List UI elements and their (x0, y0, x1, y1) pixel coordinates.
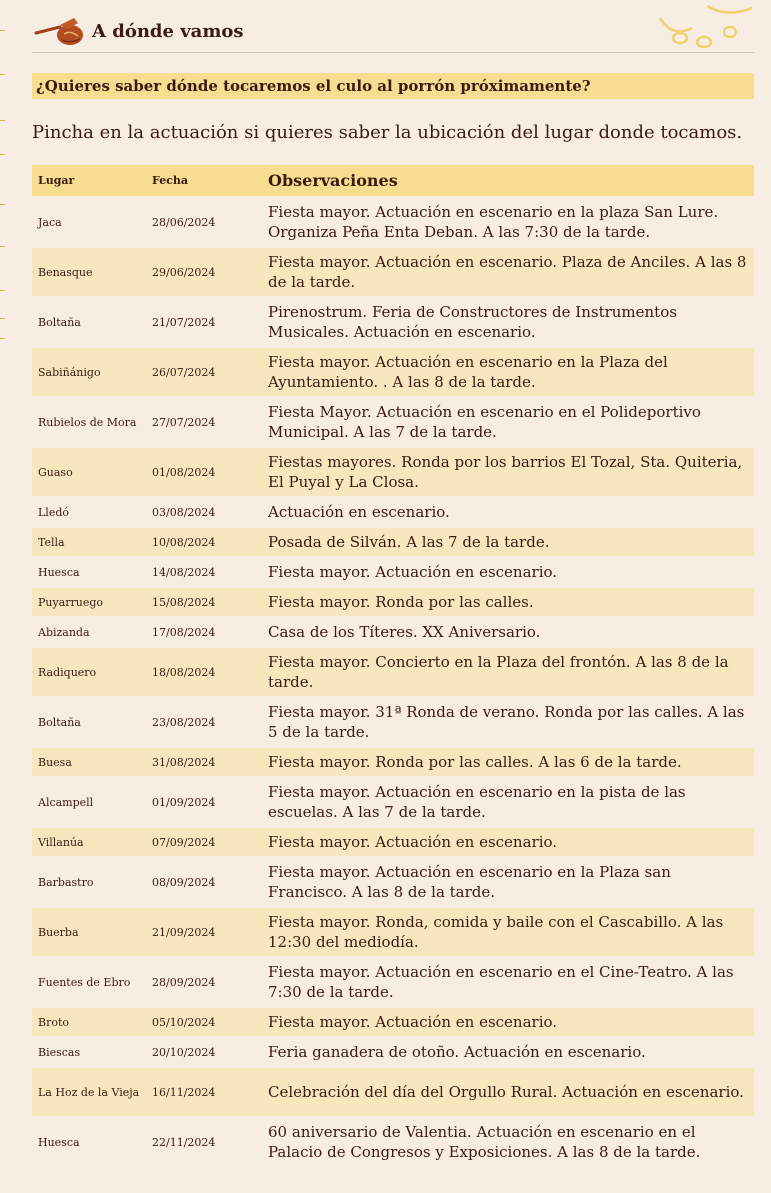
cell-lugar: Abizanda (32, 618, 146, 646)
cell-observaciones[interactable]: Fiesta mayor. Actuación en escenario. (260, 558, 754, 586)
cell-fecha: 20/10/2024 (146, 1038, 260, 1066)
cell-observaciones[interactable]: Fiesta mayor. Actuación en escenario en la Plaza del Ayuntamiento. . A las 8 de la tarde. (260, 348, 754, 396)
table-row[interactable] (32, 398, 754, 446)
cell-fecha: 01/08/2024 (146, 448, 260, 496)
cell-fecha: 27/07/2024 (146, 398, 260, 446)
cell-lugar: Boltaña (32, 698, 146, 746)
cell-observaciones[interactable]: Posada de Silván. A las 7 de la tarde. (260, 528, 754, 556)
porron-icon (34, 14, 86, 50)
cell-observaciones[interactable]: Fiesta mayor. Actuación en escenario en la pista de las escuelas. A las 7 de la tarde. (260, 778, 754, 826)
cell-lugar: Lledó (32, 498, 146, 526)
cell-fecha: 10/08/2024 (146, 528, 260, 556)
table-row[interactable] (32, 448, 754, 496)
cell-lugar: Buerba (32, 908, 146, 956)
cell-lugar: Benasque (32, 248, 146, 296)
cell-observaciones[interactable]: Fiesta mayor. Actuación en escenario en la plaza San Lure. Organiza Peña Enta Deban. A las 7:30 de la tarde. (260, 198, 754, 246)
cell-fecha: 28/06/2024 (146, 198, 260, 246)
cell-observaciones[interactable]: Fiesta mayor. 31ª Ronda de verano. Ronda por las calles. A las 5 de la tarde. (260, 698, 754, 746)
column-header-observaciones: Observaciones (260, 165, 754, 196)
left-edge-decoration (0, 0, 8, 400)
table-row[interactable] (32, 348, 754, 396)
cell-fecha: 07/09/2024 (146, 828, 260, 856)
table-row[interactable] (32, 528, 754, 556)
cell-fecha: 28/09/2024 (146, 958, 260, 1006)
cell-fecha: 16/11/2024 (146, 1068, 260, 1116)
cell-observaciones[interactable]: Fiesta mayor. Actuación en escenario en el Cine-Teatro. A las 7:30 de la tarde. (260, 958, 754, 1006)
question-text: ¿Quieres saber dónde tocaremos el culo al porrón próximamente? (36, 77, 591, 95)
cell-observaciones[interactable]: Fiesta mayor. Ronda, comida y baile con el Cascabillo. A las 12:30 del mediodía. (260, 908, 754, 956)
cell-observaciones[interactable]: Fiesta mayor. Ronda por las calles. (260, 588, 754, 616)
cell-fecha: 18/08/2024 (146, 648, 260, 696)
table-row[interactable] (32, 248, 754, 296)
cell-lugar: Huesca (32, 558, 146, 586)
cell-observaciones[interactable]: Pirenostrum. Feria de Constructores de Instrumentos Musicales. Actuación en escenario. (260, 298, 754, 346)
question-banner (32, 73, 754, 99)
cell-observaciones[interactable]: Fiesta mayor. Ronda por las calles. A las 6 de la tarde. (260, 748, 754, 776)
cell-lugar: Alcampell (32, 778, 146, 826)
cell-lugar: Puyarruego (32, 588, 146, 616)
cell-observaciones[interactable]: Fiesta mayor. Actuación en escenario. (260, 828, 754, 856)
table-row[interactable] (32, 1118, 754, 1166)
cell-observaciones[interactable]: Actuación en escenario. (260, 498, 754, 526)
cell-fecha: 21/07/2024 (146, 298, 260, 346)
section-title: A dónde vamos (92, 21, 244, 42)
cell-lugar: Biescas (32, 1038, 146, 1066)
table-row[interactable] (32, 618, 754, 646)
cell-fecha: 15/08/2024 (146, 588, 260, 616)
cell-lugar: Radiquero (32, 648, 146, 696)
table-row[interactable] (32, 1038, 754, 1066)
table-row[interactable] (32, 828, 754, 856)
cell-observaciones[interactable]: Feria ganadera de otoño. Actuación en escenario. (260, 1038, 754, 1066)
events-table (32, 163, 754, 1168)
cell-observaciones[interactable]: Fiesta mayor. Actuación en escenario. (260, 1008, 754, 1036)
cell-fecha: 31/08/2024 (146, 748, 260, 776)
cell-fecha: 23/08/2024 (146, 698, 260, 746)
cell-lugar: Buesa (32, 748, 146, 776)
cell-lugar: Huesca (32, 1118, 146, 1166)
cell-observaciones[interactable]: Celebración del día del Orgullo Rural. Actuación en escenario. (260, 1068, 754, 1116)
cell-fecha: 17/08/2024 (146, 618, 260, 646)
sun-decoration-icon (652, 0, 762, 58)
table-header-row (32, 165, 754, 196)
table-row[interactable] (32, 958, 754, 1006)
cell-lugar: La Hoz de la Vieja (32, 1068, 146, 1116)
column-header-fecha: Fecha (146, 165, 260, 196)
cell-lugar: Fuentes de Ebro (32, 958, 146, 1006)
table-row[interactable] (32, 648, 754, 696)
table-row[interactable] (32, 498, 754, 526)
intro-text: Pincha en la actuación si quieres saber la ubicación del lugar donde tocamos. (32, 122, 743, 143)
cell-fecha: 05/10/2024 (146, 1008, 260, 1036)
cell-observaciones[interactable]: Fiesta mayor. Actuación en escenario en la Plaza san Francisco. A las 8 de la tarde. (260, 858, 754, 906)
cell-lugar: Barbastro (32, 858, 146, 906)
cell-fecha: 08/09/2024 (146, 858, 260, 906)
cell-observaciones[interactable]: Fiestas mayores. Ronda por los barrios El Tozal, Sta. Quiteria, El Puyal y La Closa. (260, 448, 754, 496)
cell-fecha: 26/07/2024 (146, 348, 260, 396)
cell-lugar: Guaso (32, 448, 146, 496)
table-row[interactable] (32, 748, 754, 776)
table-row[interactable] (32, 588, 754, 616)
cell-fecha: 01/09/2024 (146, 778, 260, 826)
cell-lugar: Broto (32, 1008, 146, 1036)
cell-lugar: Sabiñánigo (32, 348, 146, 396)
cell-lugar: Villanúa (32, 828, 146, 856)
cell-fecha: 03/08/2024 (146, 498, 260, 526)
section-header (32, 10, 754, 53)
cell-lugar: Rubielos de Mora (32, 398, 146, 446)
table-row[interactable] (32, 698, 754, 746)
cell-observaciones[interactable]: Casa de los Títeres. XX Aniversario. (260, 618, 754, 646)
cell-fecha: 14/08/2024 (146, 558, 260, 586)
cell-lugar: Boltaña (32, 298, 146, 346)
table-row[interactable] (32, 908, 754, 956)
cell-lugar: Jaca (32, 198, 146, 246)
table-row[interactable] (32, 298, 754, 346)
column-header-lugar: Lugar (32, 165, 146, 196)
cell-fecha: 21/09/2024 (146, 908, 260, 956)
table-row[interactable] (32, 778, 754, 826)
table-row[interactable] (32, 558, 754, 586)
cell-observaciones[interactable]: Fiesta Mayor. Actuación en escenario en el Polideportivo Municipal. A las 7 de la tarde. (260, 398, 754, 446)
table-row[interactable] (32, 1008, 754, 1036)
table-row[interactable] (32, 198, 754, 246)
cell-observaciones[interactable]: 60 aniversario de Valentia. Actuación en escenario en el Palacio de Congresos y Exposiciones. A las 8 de la tarde. (260, 1118, 754, 1166)
cell-observaciones[interactable]: Fiesta mayor. Actuación en escenario. Plaza de Anciles. A las 8 de la tarde. (260, 248, 754, 296)
cell-fecha: 29/06/2024 (146, 248, 260, 296)
table-row[interactable] (32, 1068, 754, 1116)
table-row[interactable] (32, 858, 754, 906)
cell-lugar: Tella (32, 528, 146, 556)
cell-observaciones[interactable]: Fiesta mayor. Concierto en la Plaza del frontón. A las 8 de la tarde. (260, 648, 754, 696)
cell-fecha: 22/11/2024 (146, 1118, 260, 1166)
